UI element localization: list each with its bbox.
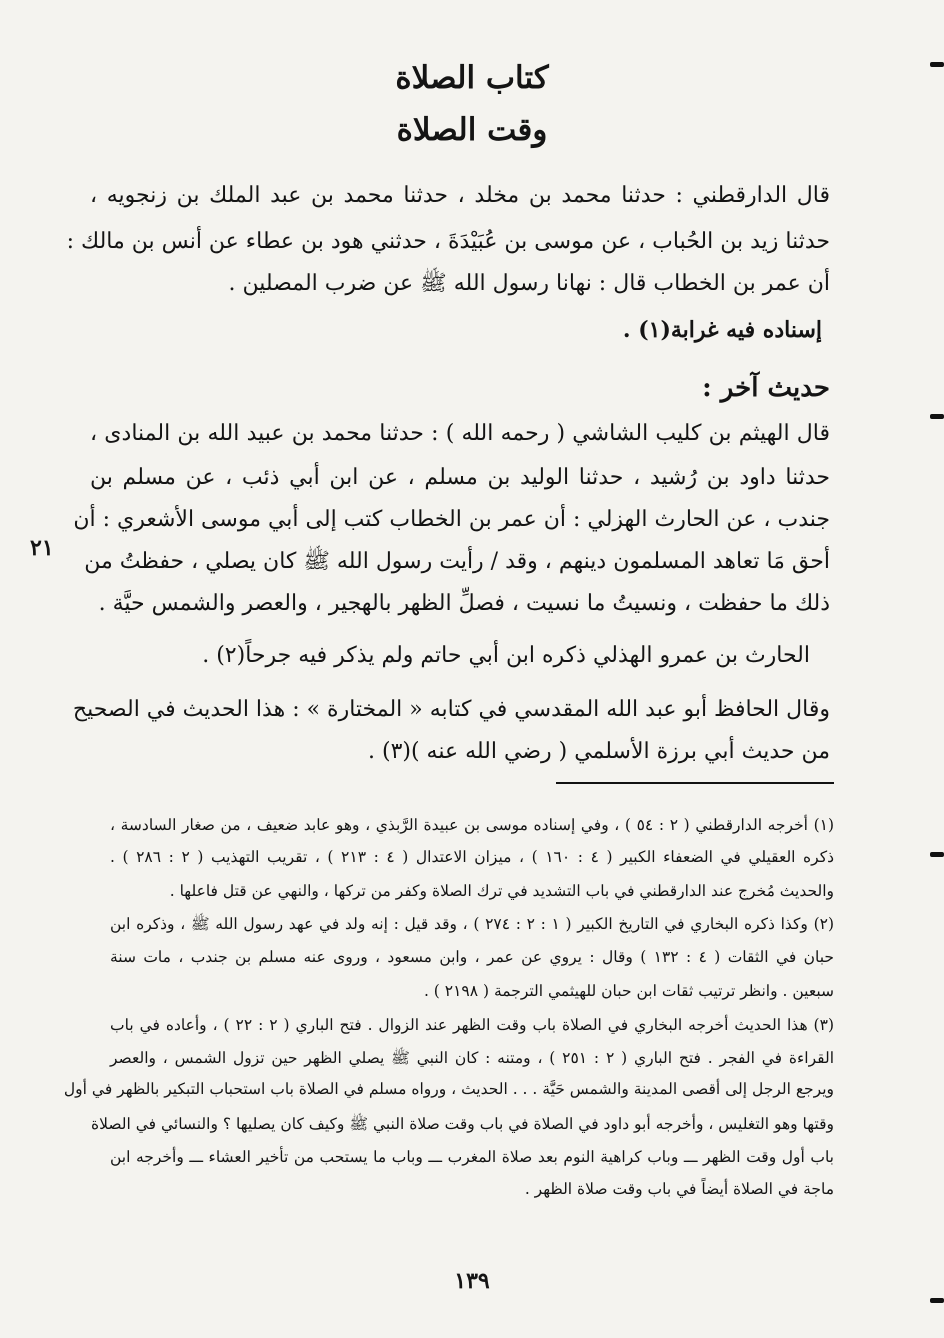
- p2-line-1: قال الهيثم بن كليب الشاشي ( رحمه الله ) : حدثنا محمد بن عبيد الله بن المنادى ،: [90, 421, 830, 446]
- footnote-line: ذكره العقيلي في الضعفاء الكبير ( ٤ : ١٦٠ ) ، ميزان الاعتدال ( ٤ : ٢١٣ ) ، تقريب التهذيب ( ٢ : ٢٨٦ ) .: [110, 848, 834, 866]
- footnote-line: ويرجع الرجل إلى أقصى المدينة والشمس حَيَّة . . . الحديث ، ورواه مسلم في الصلاة باب استحباب التبكير بالظهر في أول: [63, 1080, 834, 1098]
- footnote-line: (١) أخرجه الدارقطني ( ٢ : ٥٤ ) ، وفي إسناده موسى بن عبيدة الرَّبذي ، وهو عابد ضعيف ، من صغار السادسة ،: [110, 816, 835, 834]
- p2-line-5: ذلك ما حفظت ، ونسيتُ ما نسيت ، فصلِّ الظهر بالهجير ، والعصر والشمس حيَّة .: [98, 591, 830, 616]
- footnote-line: القراءة في الفجر . فتح الباري ( ٢ : ٢٥١ ) ، ومتنه : كان النبي ﷺ يصلي الظهر حين تزول الشمس ، والعصر: [110, 1049, 835, 1067]
- p1-line-2: حدثنا زيد بن الحُباب ، عن موسى بن عُبَيْدَةَ ، حدثني هود بن عطاء عن أنس بن مالك :: [66, 229, 830, 254]
- p3-line-1: وقال الحافظ أبو عبد الله المقدسي في كتابه « المختارة » : هذا الحديث في الصحيح: [72, 697, 830, 722]
- p3-line-2: من حديث أبي برزة الأسلمي ( رضي الله عنه )(٣) .: [367, 739, 830, 764]
- margin-page-reference: ٢١: [30, 535, 54, 561]
- p1-line-3: أن عمر بن الخطاب قال : نهانا رسول الله ﷺ عن ضرب المصلين .: [228, 271, 830, 296]
- footnote-line: (٣) هذا الحديث أخرجه البخاري في الصلاة باب وقت الظهر عند الزوال . فتح الباري ( ٢ : ٢٢ ) ، وأعاده في باب: [110, 1016, 834, 1034]
- p2-line-4: أحق مَا تعاهد المسلمون دينهم ، وقد / رأيت رسول الله ﷺ كان يصلي ، حفظتُ من: [84, 549, 830, 574]
- footnote-line: (٢) وكذا ذكره البخاري في التاريخ الكبير ( ١ : ٢ : ٢٧٤ ) ، وقد قيل : إنه ولد في عهد رسول الله ﷺ ، وذكره ابن: [110, 915, 835, 933]
- footnote-line: باب أول وقت الظهر ـــ وباب كراهية النوم بعد صلاة المغرب ـــ وباب ما يستحب من تأخير العشاء ـــ وأخرجه ابن: [110, 1148, 834, 1166]
- section-heading: حديث آخر :: [702, 373, 830, 403]
- scan-edge-mark: [930, 852, 944, 857]
- footnote-line: وقتها وهو التغليس ، وأخرجه أبو داود في الصلاة في باب وقت صلاة النبي ﷺ وكيف كان يصليها ؟ والنسائي في الصلاة: [90, 1115, 834, 1133]
- footnote-line: ماجة في الصلاة أيضاً في باب وقت صلاة الظهر .: [524, 1180, 834, 1198]
- p2-narrator-note: الحارث بن عمرو الهذلي ذكره ابن أبي حاتم ولم يذكر فيه جرحاً(٢) .: [202, 643, 810, 668]
- footnote-line: والحديث مُخرج عند الدارقطني في باب التشديد في ترك الصلاة وكفر من تركها ، والنهي عن قتل فاعلها .: [169, 882, 834, 900]
- scan-edge-mark: [930, 1298, 944, 1303]
- p1-line-1: قال الدارقطني : حدثنا محمد بن مخلد ، حدثنا محمد بن عبد الملك بن زنجويه ،: [90, 183, 830, 208]
- p2-line-3: جندب ، عن الحارث الهزلي : أن عمر بن الخطاب كتب إلى أبي موسى الأشعري : أن: [73, 507, 830, 532]
- footnote-line: حبان في الثقات ( ٤ : ١٣٢ ) وقال : يروي عن عمر ، وابن مسعود ، وروى عنه مسلم بن جندب ، مات سنة: [110, 948, 835, 966]
- scan-edge-mark: [930, 62, 944, 67]
- p2-line-2: حدثنا داود بن رُشيد ، حدثنا الوليد بن مسلم ، عن ابن أبي ذئب ، عن مسلم بن: [90, 465, 830, 490]
- footnote-separator: [556, 782, 834, 784]
- scan-edge-mark: [930, 414, 944, 419]
- page-number: ١٣٩: [454, 1268, 490, 1294]
- chapter-title: وقت الصلاة: [396, 112, 548, 148]
- book-title: كتاب الصلاة: [395, 60, 549, 96]
- footnote-line: سبعين . وانظر ترتيب ثقات ابن حبان للهيثمي الترجمة ( ٢١٩٨ ) .: [423, 982, 834, 1000]
- p1-isnad-note: إسناده فيه غرابة(١) .: [622, 317, 822, 343]
